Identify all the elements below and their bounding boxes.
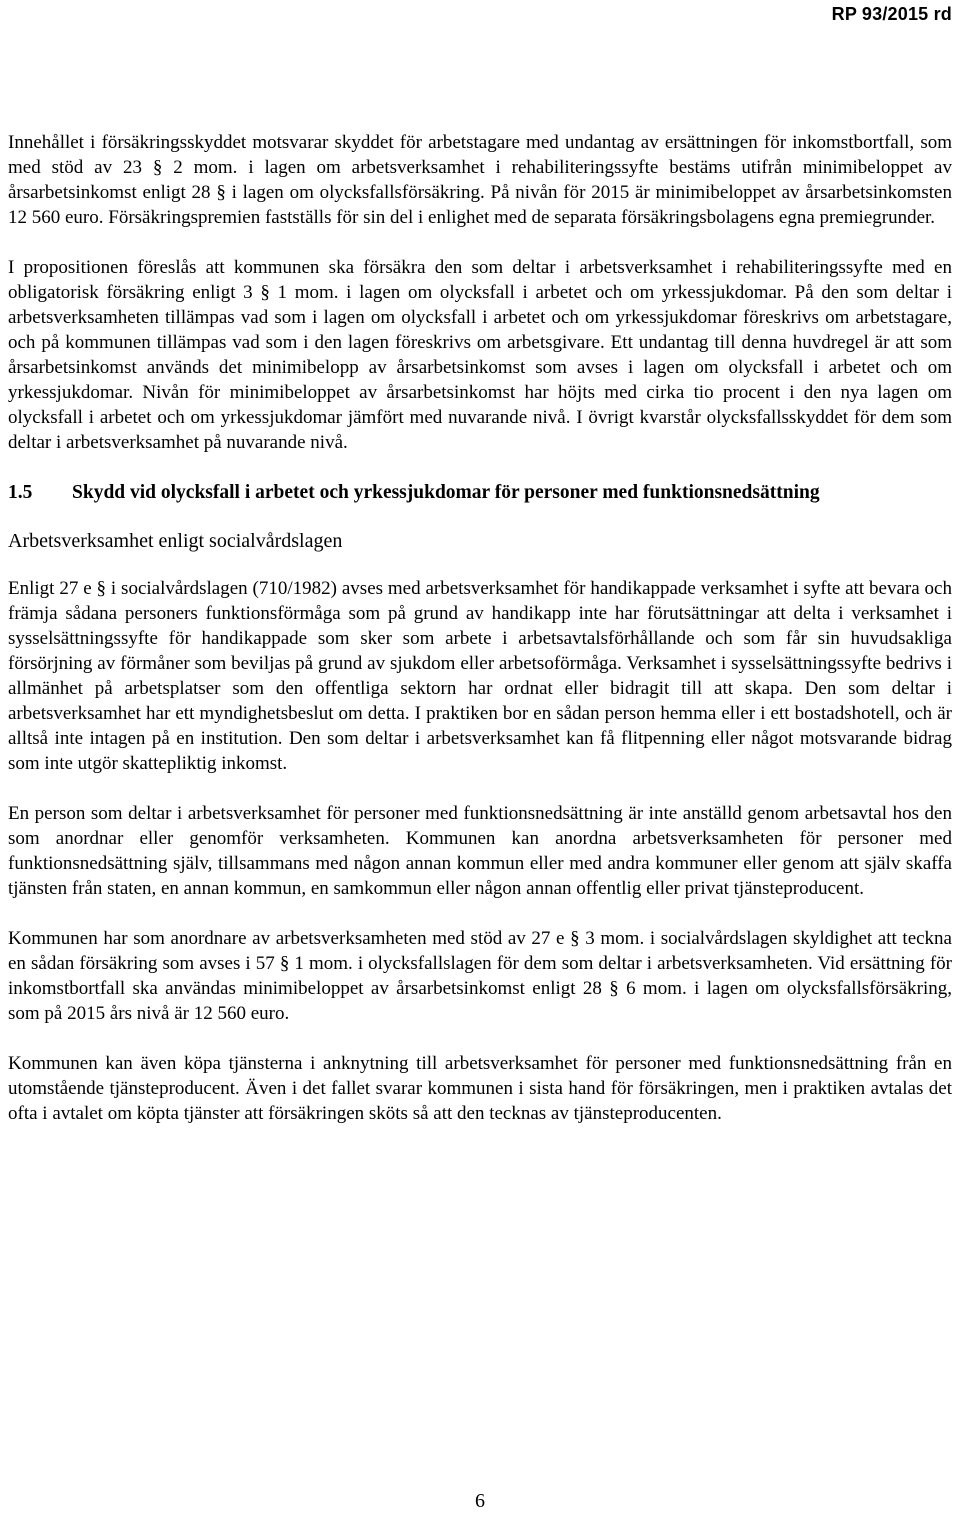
- paragraph-employment-status: En person som deltar i arbetsverksamhet för personer med funktionsnedsättning är inte anställd genom arbetsavtal hos den som anordnar eller genomför verksamheten. Kommunen kan anordna arbetsverksamheten för personer med funktionsnedsättning själv, tillsammans med någon annan kommun eller med andra kommuner eller genom att själv skaffa tjänsten från staten, en annan kommun, en samkommun eller någon annan offentlig eller privat tjänsteproducent.: [8, 803, 952, 899]
- paragraph-socialvardslagen: Enligt 27 e § i socialvårdslagen (710/1982) avses med arbetsverksamhet för handikappade verksamhet i syfte att bevara och främja sådana personers funktionsförmåga som på grund av handikapp inte har förutsättningar att delta i verksamhet i sysselsättningssyfte för handikappade som sker som arbete i arbetsavtalsförhållande och som får sin huvudsakliga försörjning av förmåner som beviljas på grund av sjukdom eller arbetsoförmåga. Verksamhet i sysselsättningssyfte bedrivs i allmänhet på arbetsplatser som den offentliga sektorn har ordnat eller bidragit till att skapa. Den som deltar i arbetsverksamhet har ett myndighetsbeslut om detta. I praktiken bor en sådan person hemma eller i ett bostadshotell, och är alltså inte intagen på en institution. Den som deltar i arbetsverksamhet kan få flitpenning eller något motsvarande bidrag som inte utgör skattepliktig inkomst.: [8, 578, 952, 774]
- subheading: Arbetsverksamhet enligt socialvårdslagen: [8, 530, 343, 552]
- document-id: RP 93/2015 rd: [831, 4, 952, 24]
- page-header: [0, 0, 960, 30]
- page-content: [8, 130, 952, 1151]
- section-heading: [8, 480, 952, 506]
- paragraph-proposition: I propositionen föreslås att kommunen ska försäkra den som deltar i arbetsverksamhet i rehabiliteringssyfte med en obligatorisk försäkring enligt 3 § 1 mom. i lagen om olycksfall i arbetet och om yrkessjukdomar. På den som deltar i arbetsverksamheten tillämpas vad som i lagen om olycksfall i arbetet och om yrkessjukdomar föreskrivs om arbetstagare, och på kommunen tillämpas vad som i den lagen föreskrivs om arbetsgivare. Ett undantag till denna huvdregel är att som årsarbetsinkomst används det minimibelopp av årsarbetsinkomst som avses i lagen om olycksfall i arbetet och om yrkessjukdomar. Nivån för minimibeloppet av årsarbetsinkomst har höjts med cirka tio procent i den nya lagen om olycksfall i arbetet och om yrkessjukdomar jämfört med nuvarande nivå. I övrigt kvarstår olycksfallsskyddet för dem som deltar i arbetsverksamhet på nuvarande nivå.: [8, 257, 952, 453]
- paragraph-insurance-scope: Innehållet i försäkringsskyddet motsvarar skyddet för arbetstagare med undantag av ersättningen för inkomstbortfall, som med stöd av 23 § 2 mom. i lagen om arbetsverksamhet i rehabiliteringssyfte bestäms utifrån minimibeloppet av årsarbetsinkomst enligt 28 § i lagen om olycksfallsförsäkring. På nivån för 2015 är minimibeloppet av årsarbetsinkomsten 12 560 euro. Försäkringspremien fastställs för sin del i enlighet med de separata försäkringsbolagens egna premiegrunder.: [8, 132, 952, 228]
- page-number: 6: [475, 1490, 485, 1512]
- section-title: Skydd vid olycksfall i arbetet och yrkessjukdomar för personer med funktionsnedsättning: [72, 482, 820, 503]
- paragraph-purchased-services: Kommunen kan även köpa tjänsterna i anknytning till arbetsverksamhet för personer med funktionsnedsättning från en utomstående tjänsteproducent. Även i det fallet svarar kommunen i sista hand för försäkringen, men i praktiken avtalas det ofta i avtalet om köpta tjänster att försäkringen sköts så att den tecknas av tjänsteproducenten.: [8, 1053, 952, 1124]
- paragraph-insurance-obligation: Kommunen har som anordnare av arbetsverksamheten med stöd av 27 e § 3 mom. i socialvårdslagen skyldighet att teckna en sådan försäkring som avses i 57 § 1 mom. i olycksfallslagen för dem som deltar i arbetsverksamheten. Vid ersättning för inkomstbortfall ska användas minimibeloppet av årsarbetsinkomst enligt 28 § 6 mom. i lagen om olycksfallsförsäkring, som på 2015 års nivå är 12 560 euro.: [8, 928, 952, 1024]
- section-number: 1.5: [8, 482, 33, 503]
